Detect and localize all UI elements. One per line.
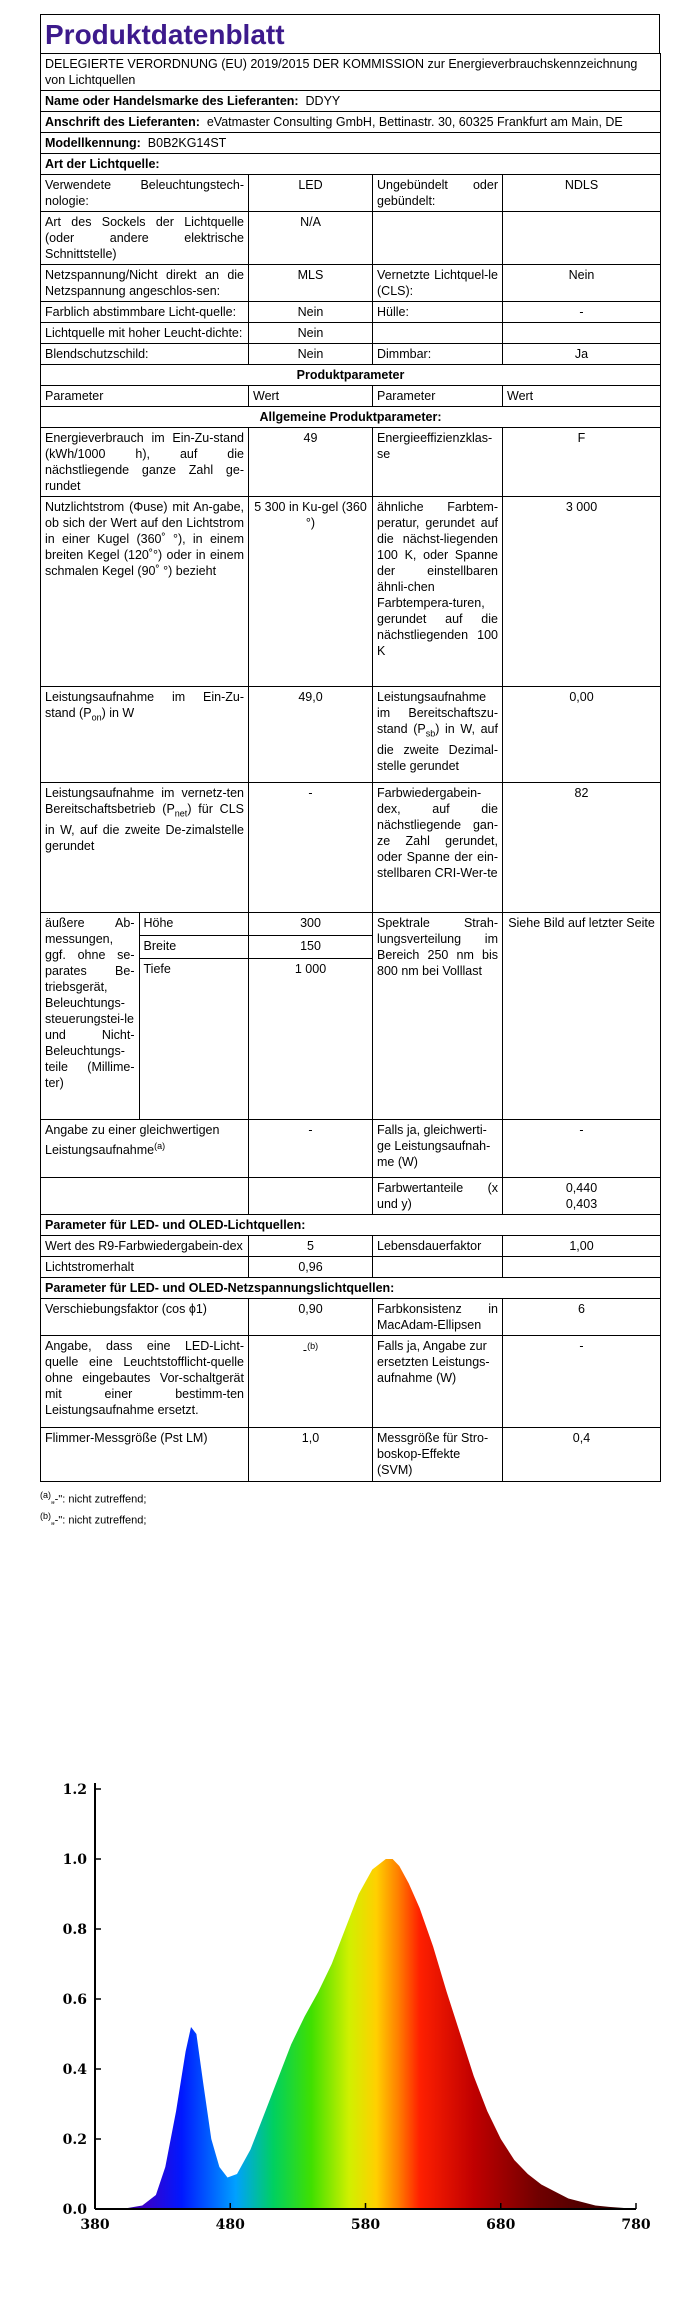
flux-label: Nutzlichtstrom (Φuse) mit An-gabe, ob sich der Wert auf den Lichtstrom in einer Kugel (360˚ °), in einem breiten Kegel (120˚°) oder in einem schmalen Kegel (90˚ °) bezieht bbox=[41, 497, 249, 687]
mains-params-heading: Parameter für LED- und OLED-Netzspannungslichtquellen: bbox=[41, 1278, 661, 1299]
socket-value: N/A bbox=[249, 212, 373, 265]
cct-label: ähnliche Farbtem-peratur, gerundet auf die nächst-liegenden 100 K, oder Spanne der einstellbaren ähnli-chen Farbtempera-turen, gerundet auf die nächstliegenden 100 K bbox=[373, 497, 503, 687]
x-tick-label: 680 bbox=[486, 2217, 516, 2233]
socket-label: Art des Sockels der Lichtquelle (oder andere elektrische Schnittstelle) bbox=[41, 212, 249, 265]
equivalent-watt-label: Falls ja, gleichwerti-ge Leistungsaufnah-me (W) bbox=[373, 1120, 503, 1178]
cri-value: 82 bbox=[503, 783, 661, 913]
equivalent-watt-value: - bbox=[503, 1120, 661, 1178]
energy-class-label: Energieeffizienzklas-se bbox=[373, 428, 503, 497]
equivalent-label: Angabe zu einer gleichwertigen Leistungsaufnahme$^{(a)}$ bbox=[41, 1120, 249, 1178]
r9-value: 5 bbox=[249, 1236, 373, 1257]
energy-class-value: F bbox=[503, 428, 661, 497]
lifetime-value: 1,00 bbox=[503, 1236, 661, 1257]
x-tick-label: 580 bbox=[350, 2217, 381, 2233]
dimensions-cell bbox=[41, 913, 249, 1120]
model-row: Modellkennung: B0B2KG14ST bbox=[41, 133, 661, 154]
col-header-param: Parameter bbox=[41, 386, 249, 407]
pnet-label: Leistungsaufnahme im vernetz-ten Bereitschaftsbetrieb $(P_{net})$ für CLS in W, auf die zweite De-zimalstelle gerundet bbox=[41, 783, 249, 913]
mains-label: Netzspannung/Nicht direkt an die Netzspannung angeschlos-sen: bbox=[41, 265, 249, 302]
height-label: Höhe bbox=[139, 913, 248, 936]
spectral-value: Siehe Bild auf letzter Seite bbox=[503, 913, 661, 1120]
y-tick-label: 0.8 bbox=[62, 1922, 87, 1938]
replacement-value: -$^{(b)}$ bbox=[249, 1336, 373, 1428]
light-source-heading: Art der Lichtquelle: bbox=[41, 154, 661, 175]
col-header-value-2: Wert bbox=[503, 386, 661, 407]
product-data-sheet bbox=[40, 14, 660, 1527]
glare-value: Nein bbox=[249, 344, 373, 365]
tunable-value: Nein bbox=[249, 302, 373, 323]
product-params-heading: Produktparameter bbox=[41, 365, 661, 386]
cls-label: Vernetzte Lichtquel-le (CLS): bbox=[373, 265, 503, 302]
spectral-label: Spektrale Strah-lungsverteilung im Bereich 250 nm bis 800 nm bei Volllast bbox=[373, 913, 503, 1120]
energy-value: 49 bbox=[249, 428, 373, 497]
y-tick-label: 0.4 bbox=[62, 2062, 87, 2078]
x-tick-label: 480 bbox=[215, 2217, 245, 2233]
high-luminance-label: Lichtquelle mit hoher Leucht-dichte: bbox=[41, 323, 249, 344]
tunable-label: Farblich abstimmbare Licht-quelle: bbox=[41, 302, 249, 323]
stroboscopic-label: Messgröße für Stro-boskop-Effekte (SVM) bbox=[373, 1428, 503, 1482]
col-header-param-2: Parameter bbox=[373, 386, 503, 407]
psb-value: 0,00 bbox=[503, 687, 661, 783]
width-label: Breite bbox=[139, 936, 248, 959]
data-table bbox=[40, 53, 661, 1482]
macadam-label: Farbkonsistenz in MacAdam-Ellipsen bbox=[373, 1299, 503, 1336]
y-tick-label: 0.6 bbox=[62, 1992, 87, 2008]
r9-label: Wert des R9-Farbwiedergabein-dex bbox=[41, 1236, 249, 1257]
spectrum-area bbox=[95, 1859, 636, 2209]
flicker-label: Flimmer-Messgröße (Pst LM) bbox=[41, 1428, 249, 1482]
envelope-value: - bbox=[503, 302, 661, 323]
supplier-row: Name oder Handelsmarke des Lieferanten: DDYY bbox=[41, 91, 661, 112]
replacement-watt-label: Falls ja, Angabe zur ersetzten Leistungs-aufnahme (W) bbox=[373, 1336, 503, 1428]
x-tick-label: 380 bbox=[80, 2217, 110, 2233]
chromaticity-value: 0,440 0,403 bbox=[503, 1178, 661, 1215]
bundled-value: NDLS bbox=[503, 175, 661, 212]
col-header-value: Wert bbox=[249, 386, 373, 407]
stroboscopic-value: 0,4 bbox=[503, 1428, 661, 1482]
spectrum-chart bbox=[30, 1765, 660, 2260]
flux-value: 5 300 in Ku-gel (360 °) bbox=[249, 497, 373, 687]
y-tick-label: 1.2 bbox=[62, 1782, 87, 1798]
model-value: B0B2KG14ST bbox=[147, 136, 227, 150]
y-tick-label: 1.0 bbox=[62, 1852, 87, 1868]
tech-label: Verwendete Beleuchtungstech-nologie: bbox=[41, 175, 249, 212]
page-title: Produktdatenblatt bbox=[40, 14, 660, 53]
pon-label: Leistungsaufnahme im Ein-Zu-stand $(P_{on})$ in W bbox=[41, 687, 249, 783]
supplier-value: DDYY bbox=[305, 94, 341, 108]
high-luminance-value: Nein bbox=[249, 323, 373, 344]
envelope-label: Hülle: bbox=[373, 302, 503, 323]
macadam-value: 6 bbox=[503, 1299, 661, 1336]
footnote-b: $^{(b)}$„-": nicht zutreffend; bbox=[40, 1510, 147, 1527]
chromaticity-label: Farbwertanteile (x und y) bbox=[373, 1178, 503, 1215]
cri-label: Farbwiedergabein-dex, auf die nächstliegende gan-ze Zahl gerundet, oder Spanne der ein-stellbaren CRI-Wer-te bbox=[373, 783, 503, 913]
mains-value: MLS bbox=[249, 265, 373, 302]
cls-value: Nein bbox=[503, 265, 661, 302]
cct-value: 3 000 bbox=[503, 497, 661, 687]
dimmable-label: Dimmbar: bbox=[373, 344, 503, 365]
dimensions-values bbox=[249, 913, 373, 1120]
y-tick-label: 0.0 bbox=[62, 2202, 87, 2218]
x-tick-label: 780 bbox=[621, 2217, 651, 2233]
tech-value: LED bbox=[249, 175, 373, 212]
pon-value: 49,0 bbox=[249, 687, 373, 783]
maintenance-value: 0,96 bbox=[249, 1257, 373, 1278]
replacement-label: Angabe, dass eine LED-Licht-quelle eine Leuchtstofflicht-quelle ohne eingebautes Vor-schaltgerät mit einer bestimm-ten Leistungsaufnahme ersetzt. bbox=[41, 1336, 249, 1428]
address-row: Anschrift des Lieferanten: eVatmaster Consulting GmbH, Bettinastr. 30, 60325 Frankfurt am Main, DE bbox=[41, 112, 661, 133]
address-value: eVatmaster Consulting GmbH, Bettinastr. 30, 60325 Frankfurt am Main, DE bbox=[206, 115, 623, 129]
led-params-heading: Parameter für LED- und OLED-Lichtquellen: bbox=[41, 1215, 661, 1236]
dimmable-value: Ja bbox=[503, 344, 661, 365]
cos-label: Verschiebungsfaktor (cos ϕ1) bbox=[41, 1299, 249, 1336]
pnet-value: - bbox=[249, 783, 373, 913]
depth-label: Tiefe bbox=[143, 962, 171, 976]
cos-value: 0,90 bbox=[249, 1299, 373, 1336]
energy-label: Energieverbrauch im Ein-Zu-stand (kWh/1000 h), auf die nächstliegende ganze Zahl ge-rundet bbox=[41, 428, 249, 497]
lifetime-label: Lebensdauerfaktor bbox=[373, 1236, 503, 1257]
footnote-a: $^{(a)}$„-": nicht zutreffend; bbox=[40, 1490, 147, 1506]
regulation-text: DELEGIERTE VERORDNUNG (EU) 2019/2015 DER KOMMISSION zur Energieverbrauchskennzeichnung von Lichtquellen bbox=[41, 54, 661, 91]
height-value: 300 bbox=[249, 913, 372, 936]
y-tick-label: 0.2 bbox=[62, 2132, 87, 2148]
maintenance-label: Lichtstromerhalt bbox=[41, 1257, 249, 1278]
width-value: 150 bbox=[249, 936, 372, 959]
general-params-heading: Allgemeine Produktparameter: bbox=[41, 407, 661, 428]
psb-label: Leistungsaufnahme im Bereitschaftszu-stand $(P_{sb})$ in W, auf die zweite Dezimal-stelle gerundet bbox=[373, 687, 503, 783]
replacement-watt-value: - bbox=[503, 1336, 661, 1428]
equivalent-value: - bbox=[249, 1120, 373, 1178]
dimensions-label: äußere Ab-messungen, ggf. ohne se-parates Be-triebsgerät, Beleuchtungs-steuerungstei-le und Nicht-Beleuchtungs-teile (Millime-ter) bbox=[41, 913, 139, 1119]
glare-label: Blendschutzschild: bbox=[41, 344, 249, 365]
depth-value: 1 000 bbox=[294, 962, 327, 976]
flicker-value: 1,0 bbox=[249, 1428, 373, 1482]
bundled-label: Ungebündelt oder gebündelt: bbox=[373, 175, 503, 212]
